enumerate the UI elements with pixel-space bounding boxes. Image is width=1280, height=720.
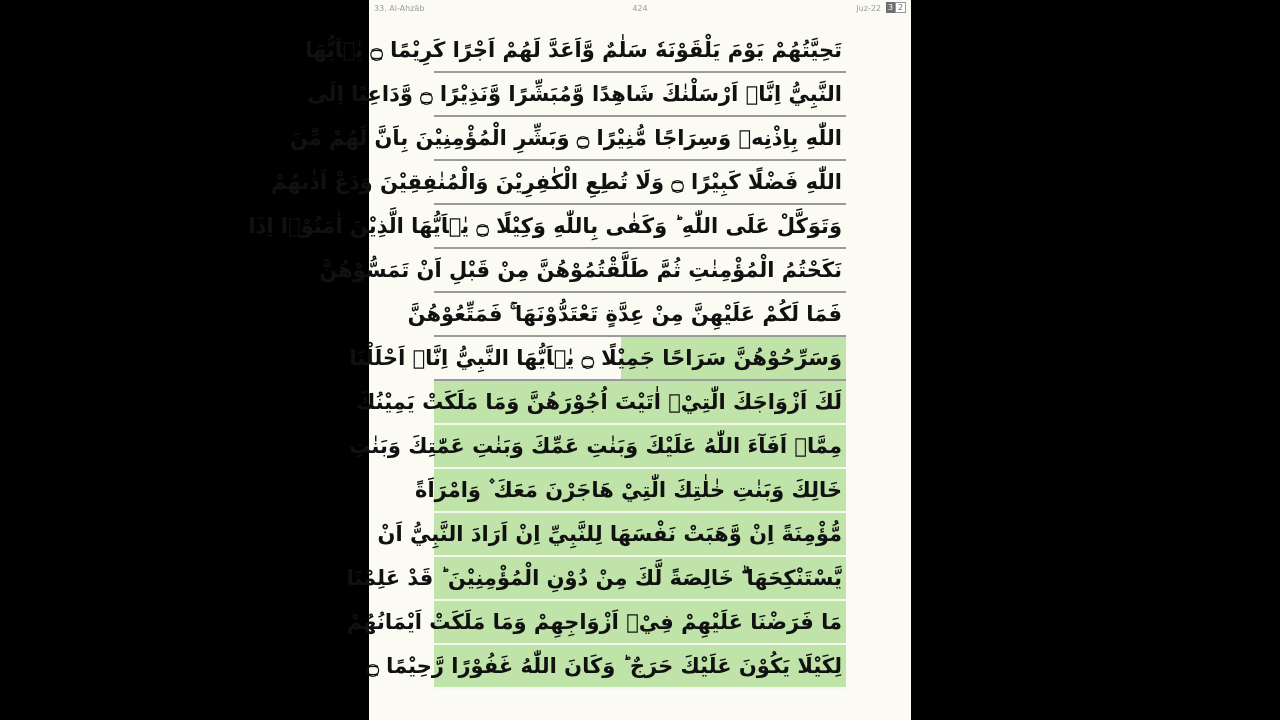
verse-line-text: مَا فَرَضْنَا عَلَيْهِمْ فِيْۤ اَزْوَاجِهِمْ وَمَا مَلَكَتْ اَيْمَانُهُمْ bbox=[346, 610, 842, 634]
juz-box-inactive[interactable]: 2 bbox=[895, 2, 906, 13]
verse-line-12[interactable] bbox=[377, 513, 846, 557]
verse-line-3[interactable] bbox=[289, 117, 846, 161]
verse-line-text: اللّٰهِ فَضْلًا كَبِيْرًا ۝ وَلَا تُطِعِ الْكٰفِرِيْنَ وَالْمُنٰفِقِيْنَ وَدَعْ اَذٰىهُمْ bbox=[270, 170, 842, 194]
verse-line-text: لَكَ اَزْوَاجَكَ الّٰتِيْۤ اٰتَيْتَ اُجُوْرَهُنَّ وَمَا مَلَكَتْ يَمِيْنُكَ bbox=[356, 390, 842, 414]
juz-box-active[interactable]: 3 bbox=[887, 3, 894, 12]
verse-line-14[interactable] bbox=[346, 601, 846, 645]
page-number: 424 bbox=[632, 4, 648, 13]
verse-line-7[interactable] bbox=[407, 293, 846, 337]
verse-line-8[interactable] bbox=[349, 337, 846, 381]
verse-line-text: فَمَا لَكُمْ عَلَيْهِنَّ مِنْ عِدَّةٍ تَعْتَدُّوْنَهَا ۚ فَمَتِّعُوْهُنَّ bbox=[407, 301, 842, 326]
verse-line-text: مِمَّاۤ اَفَآءَ اللّٰهُ عَلَيْكَ وَبَنٰتِ عَمِّكَ وَبَنٰتِ عَمّٰتِكَ وَبَنٰتِ bbox=[349, 434, 842, 458]
verse-line-4[interactable] bbox=[270, 161, 846, 205]
verse-line-5[interactable] bbox=[248, 205, 846, 249]
verse-line-text: مُّؤْمِنَةً اِنْ وَّهَبَتْ نَفْسَهَا لِلنَّبِيِّ اِنْ اَرَادَ النَّبِيُّ اَنْ bbox=[377, 522, 842, 546]
verse-line-text: وَسَرِّحُوْهُنَّ سَرَاحًا جَمِيْلًا ۝ يٰۤاَيُّهَا النَّبِيُّ اِنَّاۤ اَحْلَلْنَا bbox=[349, 346, 842, 370]
surah-title: 33. Al-Ahzāb bbox=[374, 4, 425, 13]
quran-text-lines bbox=[248, 29, 846, 689]
verse-line-9[interactable] bbox=[356, 381, 846, 425]
verse-line-text: يَّسْتَنْكِحَهَا ۗ خَالِصَةً لَّكَ مِنْ دُوْنِ الْمُؤْمِنِيْنَ ؕ قَدْ عَلِمْنَا bbox=[346, 565, 842, 590]
verse-line-13[interactable] bbox=[346, 557, 846, 601]
mushaf-page bbox=[248, 0, 911, 720]
verse-line-text: وَتَوَكَّلْ عَلَى اللّٰهِ ؕ وَكَفٰى بِاللّٰهِ وَكِيْلًا ۝ يٰۤاَيُّهَا الَّذِيْنَ اٰمَنُوْۤا اِذَا bbox=[248, 214, 842, 238]
verse-line-text: اللّٰهِ بِاِذْنِهٖ وَسِرَاجًا مُّنِيْرًا ۝ وَبَشِّرِ الْمُؤْمِنِيْنَ بِاَنَّ لَهُمْ مِّنَ bbox=[289, 126, 842, 150]
verse-line-text: خَالِكَ وَبَنٰتِ خٰلٰتِكَ الّٰتِيْ هَاجَرْنَ مَعَكَ ۫ وَامْرَاَةً bbox=[415, 477, 842, 502]
page-header bbox=[369, 0, 911, 18]
verse-line-15[interactable] bbox=[366, 645, 846, 689]
verse-line-text: نَكَحْتُمُ الْمُؤْمِنٰتِ ثُمَّ طَلَّقْتُمُوْهُنَّ مِنْ قَبْلِ اَنْ تَمَسُّوْهُنَّ bbox=[319, 258, 842, 282]
verse-line-6[interactable] bbox=[319, 249, 846, 293]
verse-line-text: لِكَيْلَا يَكُوْنَ عَلَيْكَ حَرَجٌ ؕ وَكَانَ اللّٰهُ غَفُوْرًا رَّحِيْمًا ۝ bbox=[366, 654, 842, 678]
verse-line-10[interactable] bbox=[349, 425, 846, 469]
verse-line-text: تَحِيَّتُهُمْ يَوْمَ يَلْقَوْنَهٗ سَلٰمٌ وَّاَعَدَّ لَهُمْ اَجْرًا كَرِيْمًا ۝ يٰۤاَيُّهَا bbox=[305, 38, 842, 62]
verse-line-text: النَّبِيُّ اِنَّاۤ اَرْسَلْنٰكَ شَاهِدًا وَّمُبَشِّرًا وَّنَذِيْرًا ۝ وَّدَاعِيًا اِلَى bbox=[307, 82, 842, 106]
juz-label: Juz-22 bbox=[856, 4, 881, 13]
verse-line-11[interactable] bbox=[415, 469, 846, 513]
verse-line-2[interactable] bbox=[307, 73, 846, 117]
verse-line-1[interactable] bbox=[305, 29, 846, 73]
